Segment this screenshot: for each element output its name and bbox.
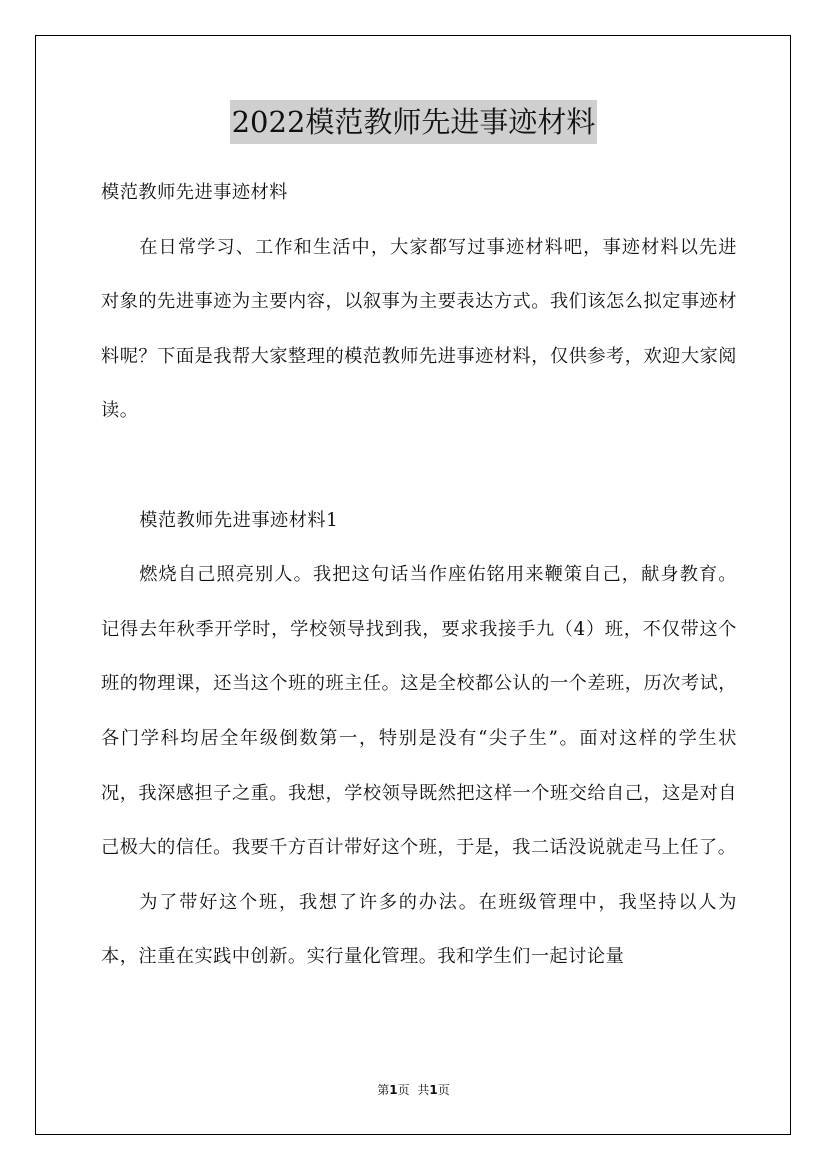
page-prefix: 第 bbox=[377, 1083, 390, 1097]
page-footer bbox=[0, 1082, 827, 1098]
blank-line bbox=[101, 439, 737, 494]
page-total: 1 bbox=[429, 1083, 438, 1097]
document-subtitle: 模范教师先进事迹材料 bbox=[101, 182, 288, 203]
section-heading: 模范教师先进事迹材料1 bbox=[139, 509, 339, 531]
total-prefix: 共 bbox=[417, 1083, 430, 1097]
total-suffix: 页 bbox=[437, 1083, 450, 1097]
title-wrap bbox=[0, 100, 827, 144]
page-current: 1 bbox=[389, 1083, 398, 1097]
document-body bbox=[101, 166, 737, 985]
body-paragraph-2: 为了带好这个班，我想了许多的办法。在班级管理中，我坚持以人为本，注重在实践中创新。实行量化管理。我和学生们一起讨论量 bbox=[101, 891, 737, 968]
intro-paragraph: 在日常学习、工作和生活中，大家都写过事迹材料吧，事迹材料以先进对象的先进事迹为主要内容，以叙事为主要表达方式。我们该怎么拟定事迹材料呢？下面是我帮大家整理的模范教师先进事迹材料，仅供参考，欢迎大家阅读。 bbox=[101, 236, 737, 422]
body-paragraph-1: 燃烧自己照亮别人。我把这句话当作座佑铭用来鞭策自己，献身教育。记得去年秋季开学时，学校领导找到我，要求我接手九（4）班，不仅带这个班的物理课，还当这个班的班主任。这是全校都公认的一个差班，历次考试，各门学科均居全年级倒数第一，特别是没有“尖子生”。面对这样的学生状况，我深感担子之重。我想，学校领导既然把这样一个班交给自己，这是对自己极大的信任。我要千方百计带好这个班，于是，我二话没说就走马上任了。 bbox=[101, 564, 737, 859]
document-title: 2022模范教师先进事迹材料 bbox=[230, 100, 598, 144]
page-suffix: 页 bbox=[397, 1083, 410, 1097]
